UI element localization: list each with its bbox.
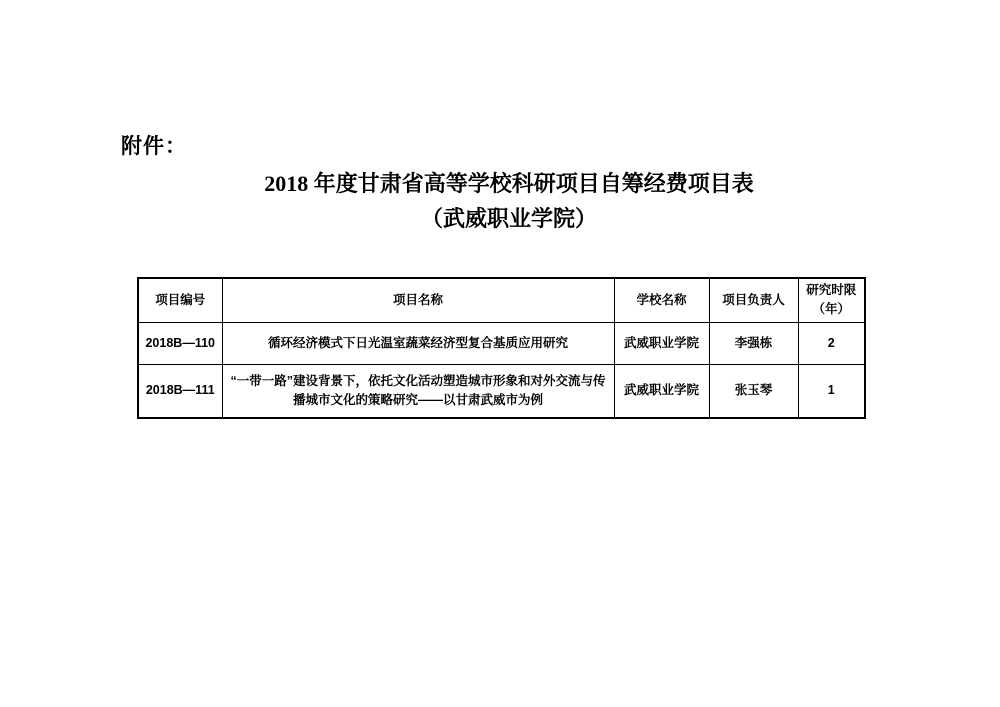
cell-research-years: 1 [798, 364, 865, 418]
cell-project-name: “一带一路”建设背景下，依托文化活动塑造城市形象和对外交流与传播城市文化的策略研究——以甘肃武威市为例 [222, 364, 614, 418]
header-research-years: 研究时限（年） [798, 278, 865, 322]
projects-table [137, 277, 866, 419]
table-header-row [138, 278, 865, 322]
table-row [138, 322, 865, 364]
cell-project-id: 2018B—111 [138, 364, 222, 418]
cell-school-name: 武威职业学院 [614, 364, 709, 418]
page-title-line2: （武威职业学院） [420, 206, 597, 231]
cell-project-leader: 李强栋 [709, 322, 798, 364]
cell-project-leader: 张玉琴 [709, 364, 798, 418]
header-project-name: 项目名称 [222, 278, 614, 322]
header-project-id: 项目编号 [138, 278, 222, 322]
table-row [138, 364, 865, 418]
attachment-label: 附件： [121, 135, 187, 158]
page-title-line1: 2018 年度甘肃省高等学校科研项目自筹经费项目表 [264, 171, 754, 196]
cell-research-years: 2 [798, 322, 865, 364]
header-project-leader: 项目负责人 [709, 278, 798, 322]
cell-school-name: 武威职业学院 [614, 322, 709, 364]
header-school-name: 学校名称 [614, 278, 709, 322]
cell-project-id: 2018B—110 [138, 322, 222, 364]
cell-project-name: 循环经济模式下日光温室蔬菜经济型复合基质应用研究 [222, 322, 614, 364]
